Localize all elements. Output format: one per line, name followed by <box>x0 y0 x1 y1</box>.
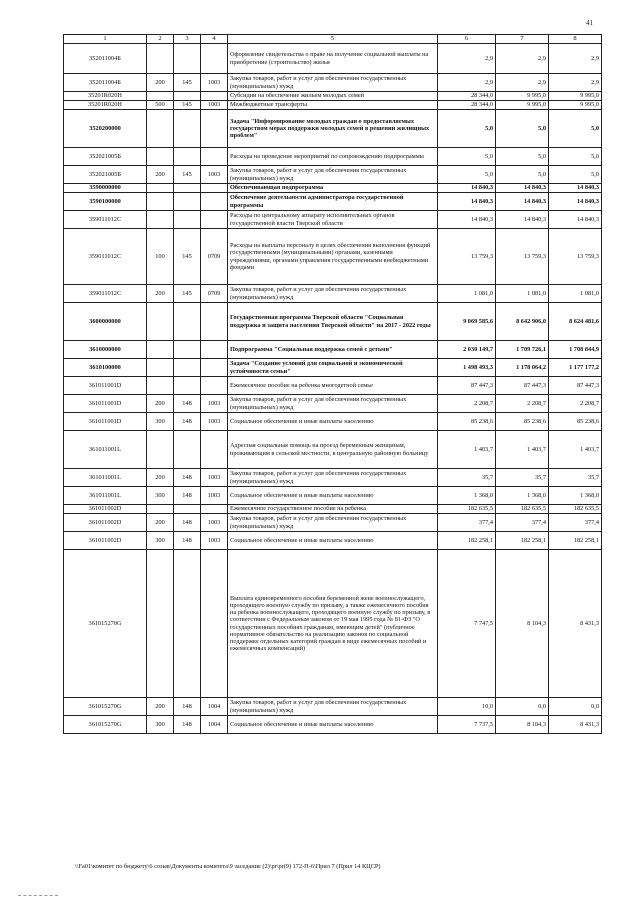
row-section-code: 1003 <box>201 101 228 110</box>
row-amount-1: 7 747,5 <box>438 550 496 698</box>
row-expense-type <box>147 110 174 148</box>
row-section-code <box>201 44 228 74</box>
row-code: 352021005Б <box>64 148 147 166</box>
row-name: Расходы на выплаты персоналу в целях обеспечения выполнения функций государственными (муниципальными) органами, казенными учреждениями, органами управления государственными внебюджетными фондами <box>228 229 438 285</box>
row-amount-1: 35,7 <box>438 469 496 487</box>
row-expense-type <box>147 211 174 229</box>
row-code: 35201R020H <box>64 92 147 101</box>
row-name: Подпрограмма "Социальная поддержка семей с детьми" <box>228 341 438 359</box>
row-name: Закупка товаров, работ и услуг для обеспечения государственных (муниципальных) нужд <box>228 285 438 303</box>
row-section-code <box>201 341 228 359</box>
table-row <box>64 166 602 184</box>
row-amount-2: 14 840,3 <box>496 193 549 211</box>
row-amount-2: 8 104,3 <box>496 716 549 734</box>
row-name: Закупка товаров, работ и услуг для обеспечения государственных (муниципальных) нужд <box>228 698 438 716</box>
table-row <box>64 229 602 285</box>
row-expense-type <box>147 341 174 359</box>
row-expense-type: 200 <box>147 514 174 532</box>
table-row <box>64 514 602 532</box>
table-row <box>64 469 602 487</box>
row-amount-1: 7 737,5 <box>438 716 496 734</box>
footer-file-path: \\Fa01\комитет по бюджету\6 созыв\Документы комитета\9 заседание (2)\pr\pr(9) 172-П-6\Прил 7 (Прил 14 КЦСР) <box>75 863 381 870</box>
row-admin-code <box>174 505 201 514</box>
row-amount-3: 85 238,6 <box>549 413 602 431</box>
row-amount-1: 1 368,0 <box>438 487 496 505</box>
row-admin-code: 148 <box>174 698 201 716</box>
row-code: 361011002D <box>64 532 147 550</box>
row-admin-code: 145 <box>174 229 201 285</box>
row-name: Ежемесячное пособие на ребенка многодетной семье <box>228 377 438 395</box>
table-row <box>64 532 602 550</box>
row-code: 352021005Б <box>64 166 147 184</box>
row-amount-3: 9 995,0 <box>549 101 602 110</box>
row-amount-2: 1 403,7 <box>496 431 549 469</box>
row-expense-type <box>147 377 174 395</box>
header-cell: 4 <box>201 35 228 44</box>
table-row <box>64 193 602 211</box>
header-cell: 2 <box>147 35 174 44</box>
row-expense-type: 500 <box>147 101 174 110</box>
row-section-code <box>201 431 228 469</box>
table-row <box>64 101 602 110</box>
table-row <box>64 431 602 469</box>
row-name: Закупка товаров, работ и услуг для обеспечения государственных (муниципальных) нужд <box>228 469 438 487</box>
header-cell: 8 <box>549 35 602 44</box>
row-section-code: 1003 <box>201 395 228 413</box>
row-section-code: 0709 <box>201 229 228 285</box>
table-row <box>64 303 602 341</box>
row-amount-2: 1 709 726,1 <box>496 341 549 359</box>
row-name: Обеспечение деятельности администратора государственной программы <box>228 193 438 211</box>
row-admin-code <box>174 377 201 395</box>
row-section-code <box>201 92 228 101</box>
row-name: Социальное обеспечение и иные выплаты населению <box>228 716 438 734</box>
row-admin-code: 148 <box>174 413 201 431</box>
row-admin-code: 148 <box>174 395 201 413</box>
row-name: Задача "Информирование молодых граждан о предоставляемых государством мерах поддержки молодых семей в решении жилищных проблем" <box>228 110 438 148</box>
row-section-code <box>201 148 228 166</box>
row-admin-code: 145 <box>174 74 201 92</box>
row-expense-type: 300 <box>147 487 174 505</box>
row-amount-2: 2,9 <box>496 74 549 92</box>
row-amount-2: 5,0 <box>496 148 549 166</box>
row-amount-1: 9 069 585,6 <box>438 303 496 341</box>
row-section-code: 1003 <box>201 487 228 505</box>
page-number: 41 <box>586 19 593 27</box>
row-admin-code <box>174 341 201 359</box>
scan-edge-mark <box>18 895 58 896</box>
row-code: 35201R020H <box>64 101 147 110</box>
row-code: 3590100000 <box>64 193 147 211</box>
row-admin-code: 148 <box>174 532 201 550</box>
row-amount-2: 0,0 <box>496 698 549 716</box>
row-code: 361015270G <box>64 550 147 698</box>
row-amount-1: 14 840,3 <box>438 211 496 229</box>
row-section-code <box>201 110 228 148</box>
row-expense-type <box>147 550 174 698</box>
row-name: Закупка товаров, работ и услуг для обеспечения государственных (муниципальных) нужд <box>228 514 438 532</box>
row-admin-code: 145 <box>174 101 201 110</box>
table-body <box>64 35 602 734</box>
row-admin-code <box>174 550 201 698</box>
row-admin-code: 148 <box>174 487 201 505</box>
row-amount-2: 85 238,6 <box>496 413 549 431</box>
row-admin-code <box>174 44 201 74</box>
row-name: Межбюджетные трансферты <box>228 101 438 110</box>
header-cell: 1 <box>64 35 147 44</box>
table-row <box>64 359 602 377</box>
row-code: 3590000000 <box>64 184 147 193</box>
row-amount-2: 2 208,7 <box>496 395 549 413</box>
table-row <box>64 184 602 193</box>
row-code: 3610100000 <box>64 359 147 377</box>
row-amount-3: 1 403,7 <box>549 431 602 469</box>
row-amount-3: 8 431,3 <box>549 716 602 734</box>
row-name: Расходы по центральному аппарату исполнительных органов государственной власти Тверской области <box>228 211 438 229</box>
row-expense-type: 200 <box>147 74 174 92</box>
row-amount-3: 5,0 <box>549 110 602 148</box>
row-expense-type: 300 <box>147 716 174 734</box>
row-code: 361011002D <box>64 514 147 532</box>
row-amount-3: 2 208,7 <box>549 395 602 413</box>
row-amount-3: 35,7 <box>549 469 602 487</box>
row-section-code: 1003 <box>201 514 228 532</box>
row-amount-2: 5,0 <box>496 110 549 148</box>
header-cell: 7 <box>496 35 549 44</box>
row-section-code <box>201 211 228 229</box>
row-amount-1: 13 759,3 <box>438 229 496 285</box>
row-name: Задача "Создание условий для социальной и экономической устойчивости семьи" <box>228 359 438 377</box>
row-amount-3: 9 995,0 <box>549 92 602 101</box>
row-expense-type <box>147 44 174 74</box>
row-amount-3: 1 708 844,9 <box>549 341 602 359</box>
row-code: 3520200000 <box>64 110 147 148</box>
row-section-code <box>201 184 228 193</box>
row-amount-3: 182 258,1 <box>549 532 602 550</box>
row-amount-1: 2 208,7 <box>438 395 496 413</box>
header-cell: 6 <box>438 35 496 44</box>
row-code: 352011004Б <box>64 74 147 92</box>
row-amount-1: 1 081,0 <box>438 285 496 303</box>
row-code: 361011001D <box>64 413 147 431</box>
table-row <box>64 285 602 303</box>
row-code: 361011001D <box>64 377 147 395</box>
row-amount-3: 1 368,0 <box>549 487 602 505</box>
row-amount-1: 182 635,5 <box>438 505 496 514</box>
row-amount-3: 13 759,3 <box>549 229 602 285</box>
row-expense-type: 200 <box>147 698 174 716</box>
row-amount-3: 0,0 <box>549 698 602 716</box>
row-code: 361015270G <box>64 698 147 716</box>
row-section-code <box>201 303 228 341</box>
table-row <box>64 148 602 166</box>
row-amount-3: 8 624 481,6 <box>549 303 602 341</box>
row-amount-1: 2,9 <box>438 44 496 74</box>
row-name: Закупка товаров, работ и услуг для обеспечения государственных (муниципальных) нужд <box>228 74 438 92</box>
row-amount-1: 87 447,3 <box>438 377 496 395</box>
row-amount-2: 5,0 <box>496 166 549 184</box>
row-code: 3600000000 <box>64 303 147 341</box>
header-cell: 5 <box>228 35 438 44</box>
row-name: Закупка товаров, работ и услуг для обеспечения государственных (муниципальных) нужд <box>228 395 438 413</box>
row-amount-2: 182 258,1 <box>496 532 549 550</box>
row-amount-2: 8 642 906,0 <box>496 303 549 341</box>
row-amount-3: 2,9 <box>549 74 602 92</box>
row-amount-2: 35,7 <box>496 469 549 487</box>
row-expense-type: 300 <box>147 532 174 550</box>
row-amount-1: 377,4 <box>438 514 496 532</box>
row-name: Оформление свидетельства о праве на получение социальной выплаты на приобретение (строительство) жилья <box>228 44 438 74</box>
row-amount-1: 28 344,0 <box>438 101 496 110</box>
row-name: Социальное обеспечение и иные выплаты населению <box>228 413 438 431</box>
row-amount-2: 1 081,0 <box>496 285 549 303</box>
row-name: Адресная социальная помощь на проезд беременным женщинам, проживающим в сельской местности, в центральную районную больницу <box>228 431 438 469</box>
table-row <box>64 211 602 229</box>
row-section-code: 1004 <box>201 698 228 716</box>
row-amount-2: 1 368,0 <box>496 487 549 505</box>
row-amount-2: 377,4 <box>496 514 549 532</box>
row-code: 359011012С <box>64 229 147 285</box>
row-name: Обеспечивающая подпрограмма <box>228 184 438 193</box>
table-row <box>64 505 602 514</box>
row-expense-type <box>147 359 174 377</box>
row-amount-3: 1 081,0 <box>549 285 602 303</box>
row-expense-type: 200 <box>147 285 174 303</box>
row-amount-2: 182 635,5 <box>496 505 549 514</box>
table-row <box>64 44 602 74</box>
row-name: Социальное обеспечение и иные выплаты населению <box>228 487 438 505</box>
row-section-code: 1003 <box>201 166 228 184</box>
row-admin-code <box>174 303 201 341</box>
row-code: 361011002D <box>64 505 147 514</box>
row-expense-type: 100 <box>147 229 174 285</box>
row-amount-2: 9 995,0 <box>496 92 549 101</box>
table-row <box>64 341 602 359</box>
table-row <box>64 413 602 431</box>
row-expense-type <box>147 184 174 193</box>
row-amount-1: 5,0 <box>438 148 496 166</box>
row-expense-type <box>147 92 174 101</box>
row-amount-3: 14 840,3 <box>549 211 602 229</box>
row-amount-1: 1 498 493,3 <box>438 359 496 377</box>
row-name: Субсидии на обеспечение жильем молодых семей <box>228 92 438 101</box>
row-expense-type: 200 <box>147 166 174 184</box>
row-section-code: 0709 <box>201 285 228 303</box>
table-row <box>64 377 602 395</box>
row-admin-code <box>174 211 201 229</box>
row-code: 3610000000 <box>64 341 147 359</box>
row-amount-1: 5,0 <box>438 166 496 184</box>
row-amount-2: 14 840,3 <box>496 184 549 193</box>
header-cell: 3 <box>174 35 201 44</box>
row-code: 352011004Б <box>64 44 147 74</box>
row-amount-3: 87 447,3 <box>549 377 602 395</box>
row-amount-3: 14 840,3 <box>549 193 602 211</box>
row-amount-2: 87 447,3 <box>496 377 549 395</box>
row-section-code <box>201 505 228 514</box>
row-code: 361011001L <box>64 469 147 487</box>
table-row <box>64 550 602 698</box>
table-row <box>64 698 602 716</box>
row-amount-3: 1 177 177,2 <box>549 359 602 377</box>
row-admin-code: 145 <box>174 166 201 184</box>
row-name: Расходы на проведение мероприятий по сопровождению подпрограммы <box>228 148 438 166</box>
row-amount-1: 28 344,0 <box>438 92 496 101</box>
table-row <box>64 716 602 734</box>
table-row <box>64 74 602 92</box>
header-row <box>64 35 602 44</box>
row-admin-code: 148 <box>174 469 201 487</box>
row-code: 361011001L <box>64 431 147 469</box>
row-admin-code <box>174 193 201 211</box>
row-admin-code <box>174 359 201 377</box>
row-section-code: 1003 <box>201 469 228 487</box>
row-admin-code <box>174 431 201 469</box>
budget-table <box>63 34 602 734</box>
table-row <box>64 92 602 101</box>
row-expense-type: 200 <box>147 395 174 413</box>
row-admin-code <box>174 148 201 166</box>
row-section-code: 1003 <box>201 413 228 431</box>
row-amount-1: 85 238,6 <box>438 413 496 431</box>
row-amount-3: 377,4 <box>549 514 602 532</box>
row-amount-3: 5,0 <box>549 166 602 184</box>
row-section-code <box>201 359 228 377</box>
row-amount-2: 8 104,3 <box>496 550 549 698</box>
row-expense-type <box>147 148 174 166</box>
row-amount-1: 5,0 <box>438 110 496 148</box>
row-expense-type <box>147 505 174 514</box>
row-section-code <box>201 377 228 395</box>
row-amount-3: 5,0 <box>549 148 602 166</box>
row-admin-code <box>174 110 201 148</box>
row-amount-2: 2,9 <box>496 44 549 74</box>
row-admin-code: 148 <box>174 514 201 532</box>
row-expense-type <box>147 431 174 469</box>
row-amount-2: 9 995,0 <box>496 101 549 110</box>
row-section-code: 1004 <box>201 716 228 734</box>
row-amount-3: 8 431,3 <box>549 550 602 698</box>
row-name: Государственная программа Тверской области "Социальная поддержка и защита населения Тверской области" на 2017 - 2022 годы <box>228 303 438 341</box>
row-admin-code: 148 <box>174 716 201 734</box>
row-section-code: 1003 <box>201 74 228 92</box>
row-amount-1: 1 403,7 <box>438 431 496 469</box>
row-admin-code <box>174 92 201 101</box>
row-amount-3: 2,9 <box>549 44 602 74</box>
row-amount-1: 10,0 <box>438 698 496 716</box>
row-name: Закупка товаров, работ и услуг для обеспечения государственных (муниципальных) нужд <box>228 166 438 184</box>
table-row <box>64 110 602 148</box>
table-row <box>64 487 602 505</box>
row-amount-1: 14 840,3 <box>438 184 496 193</box>
row-code: 361011001D <box>64 395 147 413</box>
row-section-code <box>201 193 228 211</box>
row-amount-3: 182 635,5 <box>549 505 602 514</box>
row-section-code: 1003 <box>201 532 228 550</box>
row-amount-2: 14 840,3 <box>496 211 549 229</box>
row-amount-3: 14 840,3 <box>549 184 602 193</box>
row-amount-1: 2 030 149,7 <box>438 341 496 359</box>
row-expense-type <box>147 303 174 341</box>
row-expense-type <box>147 193 174 211</box>
row-amount-1: 182 258,1 <box>438 532 496 550</box>
table-row <box>64 395 602 413</box>
row-name: Выплата единовременного пособия беременной жене военнослужащего, проходящего военную службу по призыву, а также ежемесячного пособия на ребенка военнослужащего, проходящего военную службу по призыву, в соответствии с Федеральным законом от 19 мая 1995 года № 81-ФЗ "О государственных пособиях гражданам, имеющим детей" (публичное нормативное обязательство на реализацию законов по социальной поддержке отдельных категорий граждан в виде ежемесячных пособий и ежемесячных компенсаций) <box>228 550 438 698</box>
row-name: Социальное обеспечение и иные выплаты населению <box>228 532 438 550</box>
row-admin-code: 145 <box>174 285 201 303</box>
row-section-code <box>201 550 228 698</box>
row-expense-type: 300 <box>147 413 174 431</box>
row-amount-2: 1 178 064,2 <box>496 359 549 377</box>
row-amount-1: 2,9 <box>438 74 496 92</box>
row-code: 361015270G <box>64 716 147 734</box>
row-code: 361011001L <box>64 487 147 505</box>
row-code: 359011012С <box>64 285 147 303</box>
row-amount-1: 14 840,3 <box>438 193 496 211</box>
row-expense-type: 200 <box>147 469 174 487</box>
row-name: Ежемесячное государственное пособие на ребенка <box>228 505 438 514</box>
row-admin-code <box>174 184 201 193</box>
row-amount-2: 13 759,3 <box>496 229 549 285</box>
row-code: 359011012С <box>64 211 147 229</box>
